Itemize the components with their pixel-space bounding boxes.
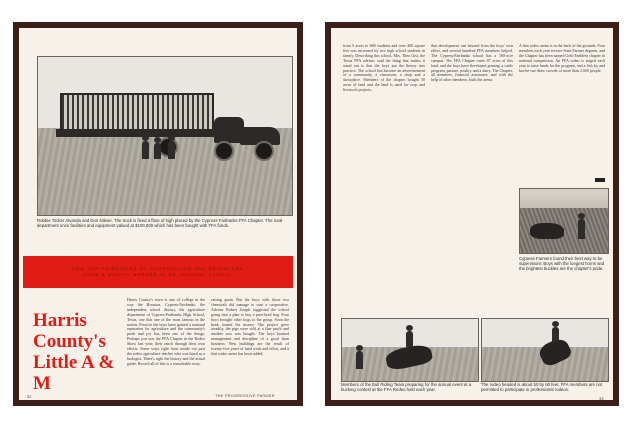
bull-riding-caption: Members of the Bull Riding Team preparing for the annual event at a bucking contest at the FFA Rodeo held each year. [341,382,472,393]
bull-riding-photo [341,318,479,382]
truck-photo-caption: Robbie Tocker Alvanda and Don Nilene. The truck is fixed a flare of high placed by the Cypress-Fairbanks FFA Chapter. The rural department once facilities and equipment valued at $100,000 which has been bought with FFA funds. [37,218,283,229]
right-column-b: that development can beyond from the boys' own effort, and several hundred FFA members helped. The Cypress-Fairbanks school has a 160-acre campus. The FFA Chapter owns 87 acres of this land, and the boys have developed grazing, a cattle program, pasture, poultry and a dairy. The Chapter, all members, financial assistance, and with the help of other members, built the arena. [431,44,513,83]
spectator [356,351,363,369]
person-1 [142,141,149,159]
subtitle-band [23,256,293,288]
longhorn-photo [519,188,609,254]
rodeo-arena-photo [481,318,609,382]
trailer-bed [56,129,216,137]
left-page [13,22,303,406]
right-page [325,22,619,406]
page-number-right: 33 [599,396,604,401]
subtitle-line-2: FORM A MIGHTY MERGER IN AN UNUSUAL SCHOOL [83,272,233,277]
person-3 [168,141,175,159]
rodeo-arena-caption: The rodeo headed is about 50 by 60 feet. FFA members are not permitted to participate in professional rodeos. [481,382,603,393]
article-headline: Harris County's Little A & M [33,310,115,394]
right-column-a: from 5 acres to 600 students and over 400 square feet was increased by two high school students in family. Describing this school, Mrs. Theo Gist, the Texas FFA adviser, said the thing that makes it stand out is that the boys put the theory into practice. The school has become an advertisement of a community, a classroom, a shop and a showplace. Members of the chapter bought 50 acres of land and the land is used for crop and livestock projects. [343,44,425,93]
right-column-c: A fine rodeo arena is in the back of the grounds. Four members each year receive State Farmer degrees, and the Chapter has been named Gold Emblem chapter in national competition. An FFA rodeo is staged each year to raise funds for the program, and a fish fry and bar-be-cue draw crowds of more than 2,000 people. [519,44,605,73]
rodeo-arena-sky [482,319,608,347]
truck-wheel-rear [214,141,234,161]
body-column-1: Harris County's town is one of college in the way the Houston, Cypress-Fairbanks, the independent school district, the agriculture department of Cypress-Fairbanks High School, Texas, one that one of the most famous in the nation. Practice the boys have gained a national reputation for agriculture and the community's pride and joy has been one of the things. Perhaps you saw the FFA Chapter in the Rodeo Show last year; their ranch through their own efforts. Some ways right from inside out past the rodeo agriculture teacher who was hired as a biologist. There's right the history and the actual guide. Record all of this is a remarkable story. [127,298,205,366]
horse-rider [552,327,559,341]
bull-rider [406,331,413,347]
truck-wheel-front [254,141,274,161]
longhorn-steer [530,223,564,239]
longhorn-photo-caption: Cypress Farmers found their best way to be supervisors: Boys with the longest horns and the brightest buckles are the chapter's pride. [519,256,605,272]
subtitle-line-1: HOW THE PRINCIPLES OF COOPERATION AND ADVENTURE [71,266,245,271]
page-number-left: 32 [27,394,32,399]
person-2 [154,143,161,159]
body-column-2: raising grain. But the boys with those two chemicals did manage to start a cooperative. Adviser Robert Joseph suggested the school going into a plan to buy a pure-bred hog. Four boys brought other hogs to the group. Soon the bank loaned the money. The project grew steadily, the pigs were sold at a fine profit and another sow was bought. The boys learned management and discipline of a good farm business. New buildings are the result of twenty-five years of hard work and effort, and a fine rodeo arena has been added. [211,298,289,356]
footer-credit: THE PROGRESSIVE FARMER [215,394,275,398]
truck-photo [37,56,293,216]
end-mark [595,178,605,182]
longhorn-handler [578,219,585,239]
cattle-trailer [60,93,214,133]
